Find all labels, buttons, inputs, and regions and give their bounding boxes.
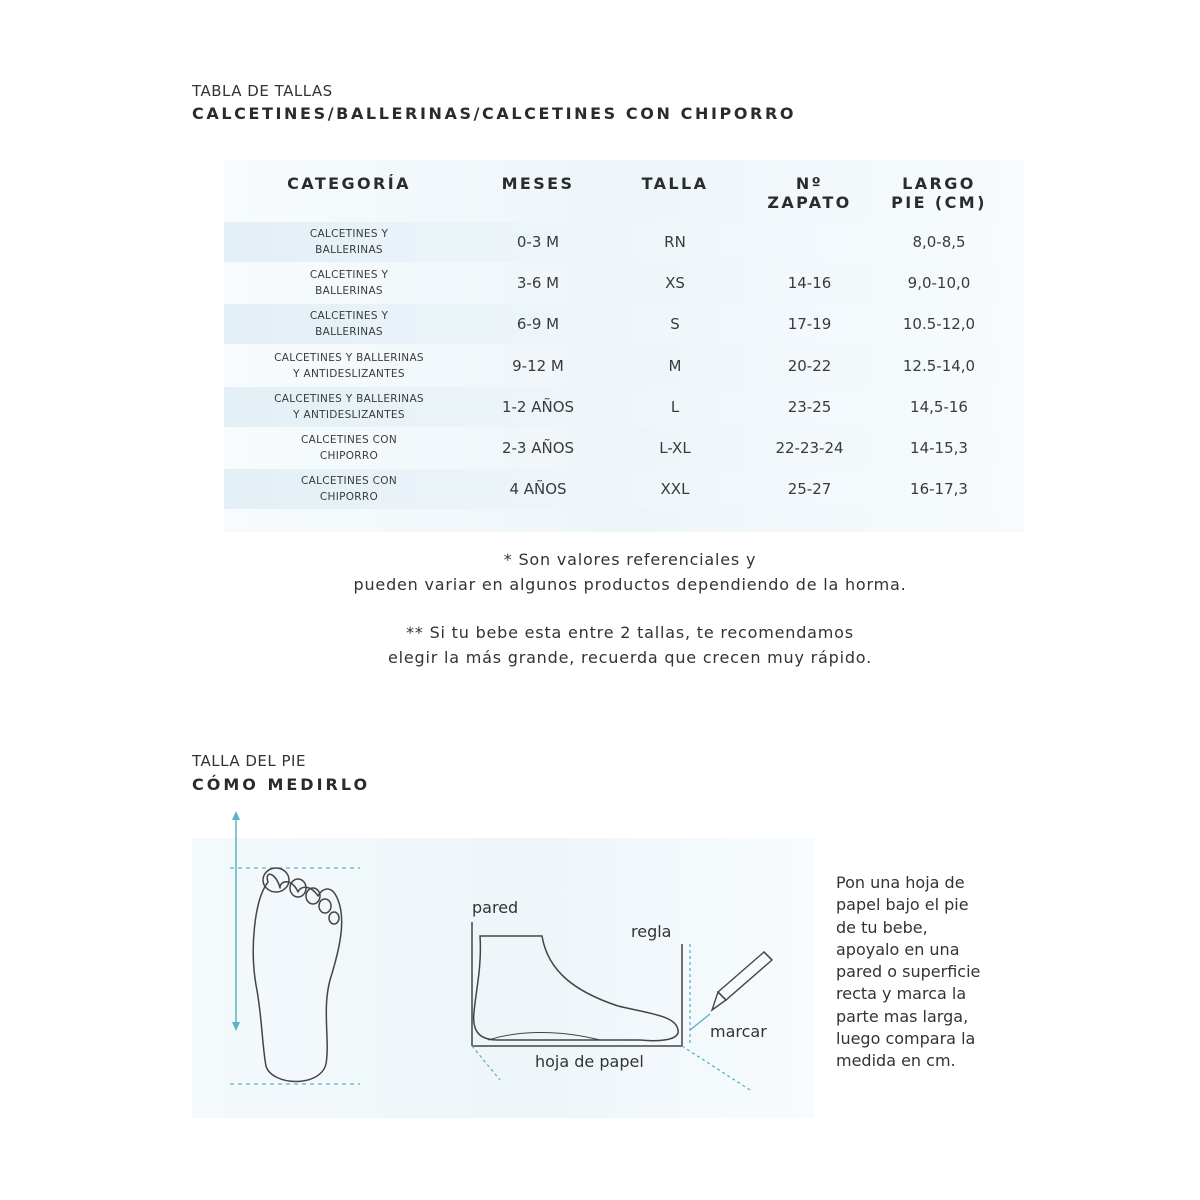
cell-size: M	[668, 356, 682, 375]
measure-instructions: Pon una hoja de papel bajo el pie de tu bebe, apoyalo en una pared o superficie recta y marca la parte mas larga, luego compara la medida en cm.	[836, 873, 981, 1071]
cell-category-line: CHIPORRO	[319, 450, 379, 462]
cell-shoe: 20-22	[787, 356, 832, 375]
cell-size: S	[670, 315, 680, 334]
header-foot-line2: PIE (CM)	[891, 193, 987, 212]
cell-shoe: 17-19	[787, 315, 832, 334]
cell-category-line: BALLERINAS	[315, 326, 383, 339]
cell-size: XXL	[660, 480, 690, 499]
cell-foot: 9,0-10,0	[907, 274, 971, 293]
label-ruler: regla	[631, 922, 672, 941]
label-mark: marcar	[710, 1022, 767, 1041]
cell-months: 4 AÑOS	[509, 480, 567, 499]
note-reference-line2: pueden variar en algunos productos dependiendo de la horma.	[353, 575, 907, 594]
cell-category-line: CALCETINES Y BALLERINAS	[274, 351, 424, 364]
cell-months: 0-3 M	[516, 233, 560, 251]
cell-size: XS	[665, 274, 685, 293]
cell-months: 1-2 AÑOS	[501, 397, 575, 416]
cell-foot: 10.5-12,0	[902, 315, 976, 334]
cell-months: 6-9 M	[516, 315, 560, 334]
cell-category-line: Y ANTIDESLIZANTES	[293, 408, 405, 421]
cell-foot: 14,5-16	[910, 397, 968, 416]
cell-shoe: 23-25	[787, 397, 832, 416]
cell-category-line: CALCETINES Y	[309, 228, 389, 240]
size-table-title: CALCETINES/BALLERINAS/CALCETINES CON CHIPORRO	[192, 104, 797, 123]
cell-size: L	[670, 397, 680, 416]
cell-category-line: CALCETINES Y	[309, 269, 389, 282]
note-recommendation-line1: ** Si tu bebe esta entre 2 tallas, te recomendamos	[406, 623, 854, 642]
cell-category-line: Y ANTIDESLIZANTES	[293, 367, 405, 380]
cell-months: 3-6 M	[516, 274, 560, 293]
label-paper: hoja de papel	[535, 1052, 644, 1071]
header-months: MESES	[501, 174, 575, 193]
foot-sole-icon	[253, 868, 341, 1082]
header-shoe-line1: Nº	[795, 174, 824, 193]
pencil-icon	[690, 952, 772, 1030]
header-size: TALLA	[641, 174, 709, 193]
header-category: CATEGORÍA	[287, 174, 411, 193]
cell-foot: 8,0-8,5	[912, 233, 966, 251]
cell-foot: 14-15,3	[910, 439, 968, 457]
cell-months: 2-3 AÑOS	[501, 439, 575, 457]
cell-category-line: CALCETINES Y BALLERINAS	[274, 392, 424, 405]
cell-size: RN	[664, 233, 686, 251]
measure-title: CÓMO MEDIRLO	[192, 775, 371, 794]
measure-arrow-icon	[230, 811, 360, 1084]
cell-category-line: BALLERINAS	[315, 285, 383, 298]
cell-months: 9-12 M	[512, 356, 564, 375]
cell-category-line: CHIPORRO	[319, 491, 379, 504]
cell-shoe: 14-16	[787, 274, 832, 293]
size-table-kicker: TABLA DE TALLAS	[192, 82, 333, 100]
note-recommendation-line2: elegir la más grande, recuerda que crecen muy rápido.	[388, 648, 872, 667]
header-shoe-line2: ZAPATO	[767, 193, 852, 212]
cell-category-line: CALCETINES CON	[301, 475, 397, 488]
cell-category-line: CALCETINES CON	[301, 434, 397, 446]
cell-foot: 12.5-14,0	[902, 356, 976, 375]
cell-foot: 16-17,3	[910, 480, 968, 499]
cell-category-line: CALCETINES Y	[309, 310, 389, 323]
measure-kicker: TALLA DEL PIE	[192, 752, 306, 770]
header-foot-line1: LARGO	[902, 174, 976, 193]
label-wall: pared	[472, 898, 519, 917]
cell-size: L-XL	[659, 439, 691, 457]
cell-shoe: 25-27	[787, 480, 832, 499]
cell-category-line: BALLERINAS	[315, 244, 383, 256]
cell-shoe: 22-23-24	[775, 439, 844, 457]
note-reference-line1: * Son valores referenciales y	[503, 550, 757, 569]
